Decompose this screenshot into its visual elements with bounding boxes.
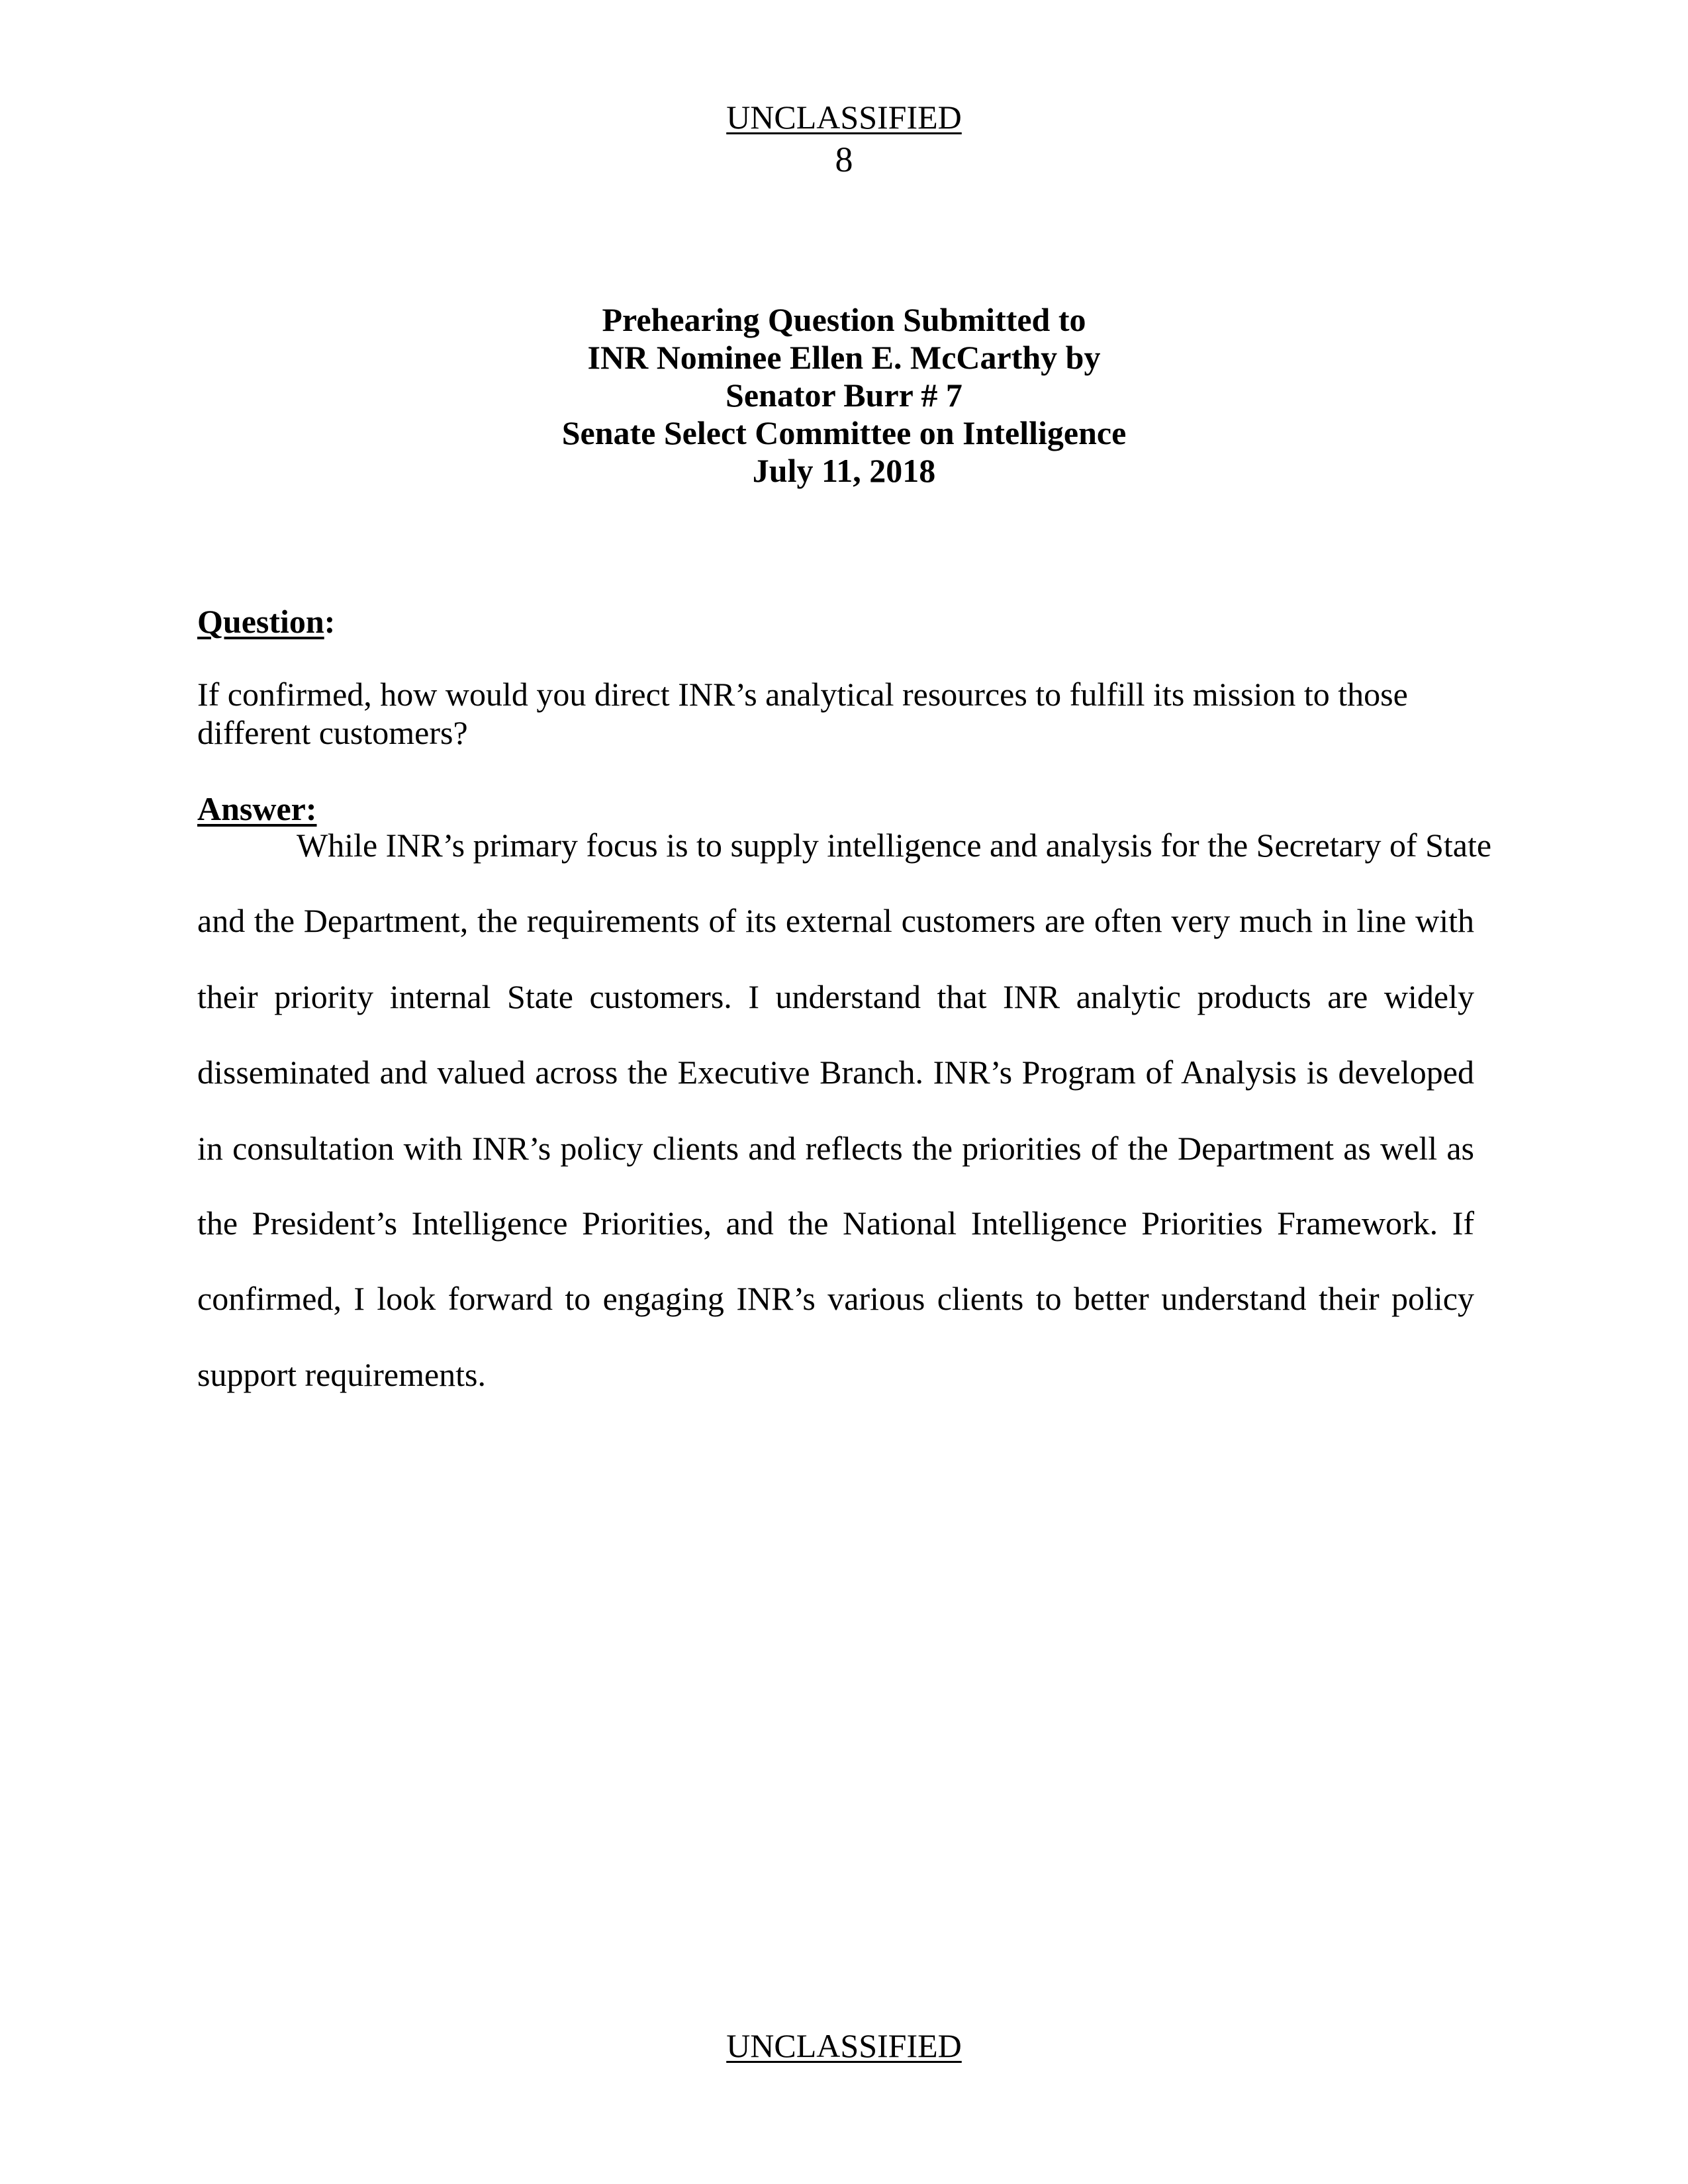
answer-line: their priority internal State customers. I understand that INR analytic products are widely [197,978,1474,1015]
answer-line: support requirements. [197,1356,487,1393]
answer-line: disseminated and valued across the Executive Branch. INR’s Program of Analysis is developed [197,1054,1474,1091]
question-text: If confirmed, how would you direct INR’s analytical resources to fulfill its mission to those different customers? [197,676,1408,751]
answer-line: the President’s Intelligence Priorities, and the National Intelligence Priorities Framework. If [197,1205,1474,1242]
answer-line: and the Department, the requirements of its external customers are often very much in line with [197,902,1474,939]
answer-heading [197,790,317,828]
title-line: Senate Select Committee on Intelligence [561,414,1127,451]
title-line: Prehearing Question Submitted to [602,301,1086,338]
question-label: Question [197,603,324,640]
document-title [0,301,1688,490]
answer-line: confirmed, I look forward to engaging INR’s various clients to better understand their policy [197,1280,1474,1317]
answer-line: While INR’s primary focus is to supply intelligence and analysis for the Secretary of State [297,827,1492,864]
question-heading: Question: [197,603,336,640]
answer-label: Answer: [197,790,317,827]
footer-classification: UNCLASSIFIED [726,2027,962,2064]
answer-line: in consultation with INR’s policy clients and reflects the priorities of the Department as well as [197,1130,1474,1167]
title-line: July 11, 2018 [752,452,936,489]
header-classification: UNCLASSIFIED [726,99,962,136]
title-line: INR Nominee Ellen E. McCarthy by [587,339,1101,376]
title-line: Senator Burr # 7 [726,377,962,414]
page-number: 8 [835,140,853,179]
